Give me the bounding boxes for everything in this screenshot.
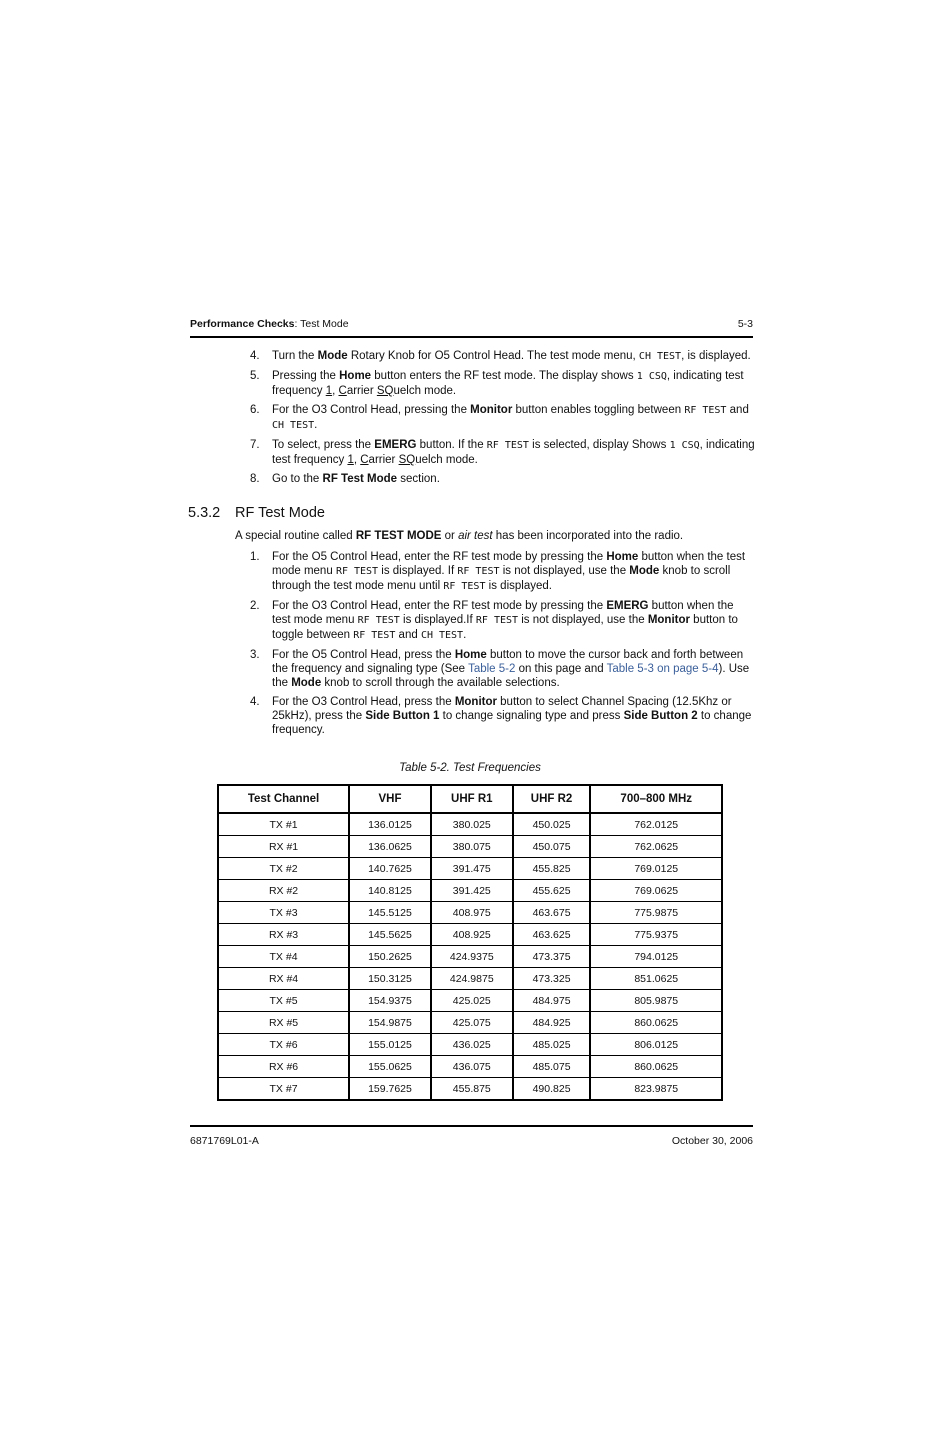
table-cell: 484.925 — [513, 1012, 591, 1034]
table-cell: 154.9375 — [349, 990, 431, 1012]
table-cell: 391.425 — [431, 880, 513, 902]
step-text: For the O5 Control Head, press the Home button to move the cursor back and forth between the frequency and signaling type (See Table 5-2 on this page and Table 5-3 on page 5-4). Use the Mode knob to scroll through the available selections. — [272, 649, 750, 689]
table-cell: 436.075 — [431, 1056, 513, 1078]
step-number: 2. — [250, 600, 260, 612]
table-cell: 484.975 — [513, 990, 591, 1012]
table-row — [218, 880, 722, 902]
table-row — [218, 990, 722, 1012]
header-section: Performance Checks: Test Mode — [190, 318, 349, 330]
step-item — [250, 369, 755, 398]
column-header: VHF — [349, 785, 431, 813]
table-cell: TX #5 — [218, 990, 349, 1012]
step-number: 5. — [250, 370, 260, 382]
bold-term: EMERG — [374, 439, 417, 451]
table-cell: 159.7625 — [349, 1078, 431, 1101]
table-cell: RX #5 — [218, 1012, 349, 1034]
column-header: UHF R2 — [513, 785, 591, 813]
display-text: CH TEST — [420, 630, 464, 641]
step-item — [250, 550, 755, 594]
table-cell: 140.8125 — [349, 880, 431, 902]
bold-term: Monitor — [470, 404, 513, 416]
table-cell: 436.025 — [431, 1034, 513, 1056]
table-cell: 425.025 — [431, 990, 513, 1012]
table-cell: 145.5625 — [349, 924, 431, 946]
table-cell: 145.5125 — [349, 902, 431, 924]
table-cell: TX #7 — [218, 1078, 349, 1101]
table-cell: 455.625 — [513, 880, 591, 902]
bold-term: Mode — [317, 350, 348, 362]
table-cell: 775.9875 — [590, 902, 722, 924]
table-row — [218, 813, 722, 836]
bold-term: Home — [606, 551, 639, 563]
table-cell: 391.475 — [431, 858, 513, 880]
table-cell: RX #2 — [218, 880, 349, 902]
section-title: RF Test Mode — [235, 505, 325, 521]
table-cell: RX #4 — [218, 968, 349, 990]
table-row — [218, 836, 722, 858]
table-cell: 769.0125 — [590, 858, 722, 880]
document-date: October 30, 2006 — [671, 1135, 753, 1147]
bold-term: Monitor — [454, 696, 497, 708]
table-row — [218, 1056, 722, 1078]
table-cell: TX #2 — [218, 858, 349, 880]
step-number: 6. — [250, 404, 260, 416]
table-cell: 425.075 — [431, 1012, 513, 1034]
table-cell: 769.0625 — [590, 880, 722, 902]
table-cell: 455.875 — [431, 1078, 513, 1101]
table-cell: 473.325 — [513, 968, 591, 990]
table-cell: 408.925 — [431, 924, 513, 946]
underlined-letter: C — [338, 385, 347, 397]
step-item — [250, 648, 755, 690]
table-cell: 860.0625 — [590, 1012, 722, 1034]
table-cell: 136.0625 — [349, 836, 431, 858]
underlined-letter: 1 — [325, 385, 333, 397]
page-header — [190, 316, 753, 338]
step-item — [250, 695, 755, 737]
step-text: Go to the RF Test Mode section. — [272, 473, 440, 485]
table-cell: 860.0625 — [590, 1056, 722, 1078]
table-cell: 775.9375 — [590, 924, 722, 946]
step-item — [250, 403, 755, 433]
bold-term: Mode — [629, 565, 660, 577]
table-cell: 424.9875 — [431, 968, 513, 990]
display-text: 1 CSQ — [669, 440, 700, 451]
display-text: RF TEST — [684, 405, 727, 416]
table-row — [218, 1034, 722, 1056]
header-subsection: Test Mode — [300, 318, 349, 330]
table-caption: Table 5-2. Test Frequencies — [399, 762, 541, 774]
bold-term: Side Button 2 — [623, 710, 698, 722]
step-text: To select, press the EMERG button. If the RF TEST is selected, display Shows 1 CSQ, indicating test frequency 1, Carrier SQuelch mode. — [272, 439, 755, 466]
display-text: RF TEST — [475, 615, 519, 626]
underlined-letter: SQ — [398, 454, 416, 466]
table-cell: 150.2625 — [349, 946, 431, 968]
table-cell: 485.075 — [513, 1056, 591, 1078]
table-cell: TX #6 — [218, 1034, 349, 1056]
table-cell: 154.9875 — [349, 1012, 431, 1034]
table-cell: 762.0125 — [590, 813, 722, 836]
table-cell: TX #4 — [218, 946, 349, 968]
table-row — [218, 1012, 722, 1034]
table-cell: RX #1 — [218, 836, 349, 858]
underlined-letter: C — [360, 454, 369, 466]
page-number: 5-3 — [737, 318, 753, 330]
bold-term: RF Test Mode — [322, 473, 398, 485]
table-cell: 424.9375 — [431, 946, 513, 968]
table-cell: 380.025 — [431, 813, 513, 836]
bold-term: EMERG — [606, 600, 649, 612]
table-row — [218, 902, 722, 924]
steps-list-rf-test-mode — [250, 550, 755, 742]
table-cell: 805.9875 — [590, 990, 722, 1012]
cross-reference-link[interactable]: Table 5-3 on page 5-4 — [606, 663, 719, 675]
bold-term: Mode — [291, 677, 322, 689]
table-cell: 136.0125 — [349, 813, 431, 836]
table-row — [218, 968, 722, 990]
table-cell: RX #3 — [218, 924, 349, 946]
test-frequencies-table — [217, 784, 723, 1101]
display-text: RF TEST — [357, 615, 400, 626]
column-header: Test Channel — [218, 785, 349, 813]
document-number: 6871769L01-A — [190, 1135, 259, 1147]
intro-paragraph: A special routine called RF TEST MODE or air test has been incorporated into the radio. — [235, 530, 684, 542]
bold-term: RF TEST MODE — [355, 530, 442, 542]
table-cell: 150.3125 — [349, 968, 431, 990]
column-header: 700–800 MHz — [590, 785, 722, 813]
step-number: 8. — [250, 473, 260, 485]
bold-term: Side Button 1 — [365, 710, 440, 722]
table-cell: 155.0125 — [349, 1034, 431, 1056]
table-cell: 408.975 — [431, 902, 513, 924]
table-cell: 463.625 — [513, 924, 591, 946]
italic-term: air test — [458, 530, 493, 542]
bold-term: Monitor — [647, 614, 690, 626]
table-cell: 463.675 — [513, 902, 591, 924]
section-heading — [188, 505, 325, 521]
step-item — [250, 438, 755, 467]
table-cell: RX #6 — [218, 1056, 349, 1078]
bold-term: Home — [339, 370, 372, 382]
table-cell: 490.825 — [513, 1078, 591, 1101]
table-header-row — [218, 785, 722, 813]
cross-reference-link[interactable]: Table 5-2 — [468, 663, 516, 675]
table-cell: 155.0625 — [349, 1056, 431, 1078]
step-item — [250, 599, 755, 643]
table-cell: 455.825 — [513, 858, 591, 880]
step-text: For the O3 Control Head, press the Monitor button to select Channel Spacing (12.5Khz or 25kHz), press the Side Button 1 to change signaling type and press Side Button 2 to change frequency. — [272, 696, 752, 736]
table-cell: 851.0625 — [590, 968, 722, 990]
step-text: Turn the Mode Rotary Knob for O5 Control Head. The test mode menu, CH TEST, is displayed. — [272, 350, 751, 362]
table-cell: 485.025 — [513, 1034, 591, 1056]
table-row — [218, 924, 722, 946]
step-number: 4. — [250, 350, 260, 362]
table-row — [218, 858, 722, 880]
step-item — [250, 472, 755, 486]
display-text: RF TEST — [486, 440, 529, 451]
table-cell: 450.025 — [513, 813, 591, 836]
table-cell: 794.0125 — [590, 946, 722, 968]
step-text: For the O3 Control Head, pressing the Monitor button enables toggling between RF TEST and CH TEST. — [272, 404, 749, 431]
column-header: UHF R1 — [431, 785, 513, 813]
step-text: Pressing the Home button enters the RF test mode. The display shows 1 CSQ, indicating test frequency 1, Carrier SQuelch mode. — [272, 370, 744, 397]
step-number: 1. — [250, 551, 260, 563]
display-text: RF TEST — [335, 566, 379, 577]
step-number: 4. — [250, 696, 260, 708]
display-text: RF TEST — [457, 566, 500, 577]
bold-term: Home — [454, 649, 487, 661]
step-item — [250, 349, 755, 364]
underlined-letter: SQ — [376, 385, 394, 397]
table-cell: 823.9875 — [590, 1078, 722, 1101]
step-text: For the O5 Control Head, enter the RF test mode by pressing the Home button when the test mode menu RF TEST is displayed. If RF TEST is not displayed, use the Mode knob to scroll through the test mode menu until RF TEST is displayed. — [272, 551, 746, 592]
table-cell: 380.075 — [431, 836, 513, 858]
table-cell: 140.7625 — [349, 858, 431, 880]
display-text: CH TEST — [272, 420, 315, 431]
header-section-title: Performance Checks — [190, 318, 295, 330]
display-text: RF TEST — [353, 630, 396, 641]
section-number: 5.3.2 — [188, 505, 221, 521]
table-cell: TX #3 — [218, 902, 349, 924]
page-footer — [190, 1125, 753, 1147]
display-text: CH TEST — [638, 351, 682, 362]
display-text: RF TEST — [443, 581, 486, 592]
table-cell: 806.0125 — [590, 1034, 722, 1056]
display-text: 1 CSQ — [636, 371, 667, 382]
steps-list-test-mode — [250, 349, 755, 491]
table-cell: 450.075 — [513, 836, 591, 858]
step-text: For the O3 Control Head, enter the RF test mode by pressing the EMERG button when the test mode menu RF TEST is displayed.If RF TEST is not displayed, use the Monitor button to toggle between RF TEST and CH TEST. — [272, 600, 738, 641]
table-row — [218, 946, 722, 968]
table-row — [218, 1078, 722, 1101]
step-number: 3. — [250, 649, 260, 661]
table-cell: 473.375 — [513, 946, 591, 968]
table-cell: 762.0625 — [590, 836, 722, 858]
table-cell: TX #1 — [218, 813, 349, 836]
underlined-letter: 1 — [347, 454, 354, 466]
step-number: 7. — [250, 439, 260, 451]
